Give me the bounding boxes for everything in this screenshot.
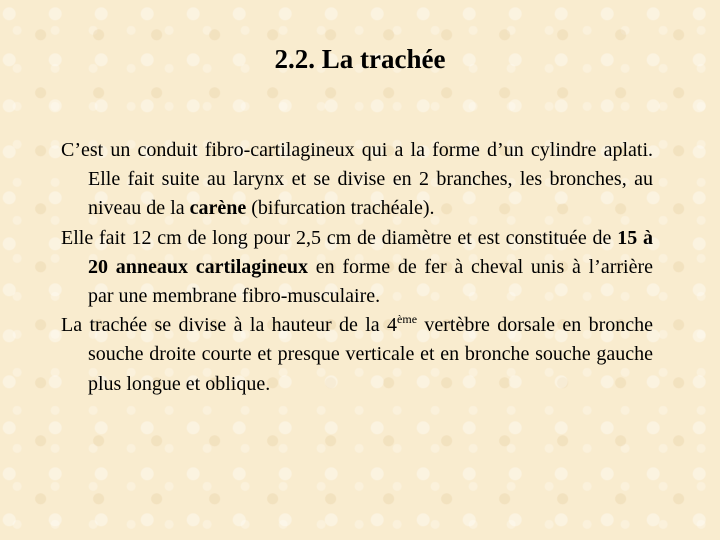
paragraph-text: en forme de fer à cheval unis à l’arrière par une membrane fibro-musculaire. bbox=[88, 255, 654, 308]
keyword-carene: carène bbox=[189, 197, 247, 220]
paragraph-text: vertèbre dorsale en bronche souche droite courte et presque verticale et en bronche souche gauche plus longue et oblique. bbox=[88, 314, 653, 395]
superscript-eme: ème bbox=[397, 312, 418, 327]
paragraph-division bbox=[61, 311, 653, 399]
paragraph-text: (bifurcation trachéale). bbox=[246, 197, 435, 220]
paragraph-text: C’est un conduit fibro-cartilagineux qui a la forme d’un cylindre aplati. Elle fait suite au larynx et se divise en 2 branches, les bronches, au niveau de la bbox=[61, 139, 653, 220]
paragraph-dimensions bbox=[61, 224, 653, 312]
slide-title: 2.2. La trachée bbox=[274, 44, 446, 74]
paragraph-definition bbox=[61, 136, 653, 224]
keyword-anneaux: 15 à 20 anneaux cartilagineux bbox=[88, 226, 653, 278]
slide-body bbox=[61, 136, 653, 399]
paragraph-text: Elle fait 12 cm de long pour 2,5 cm de diamètre et est constituée de bbox=[61, 226, 618, 249]
paragraph-text: La trachée se divise à la hauteur de la 4 bbox=[61, 314, 398, 337]
